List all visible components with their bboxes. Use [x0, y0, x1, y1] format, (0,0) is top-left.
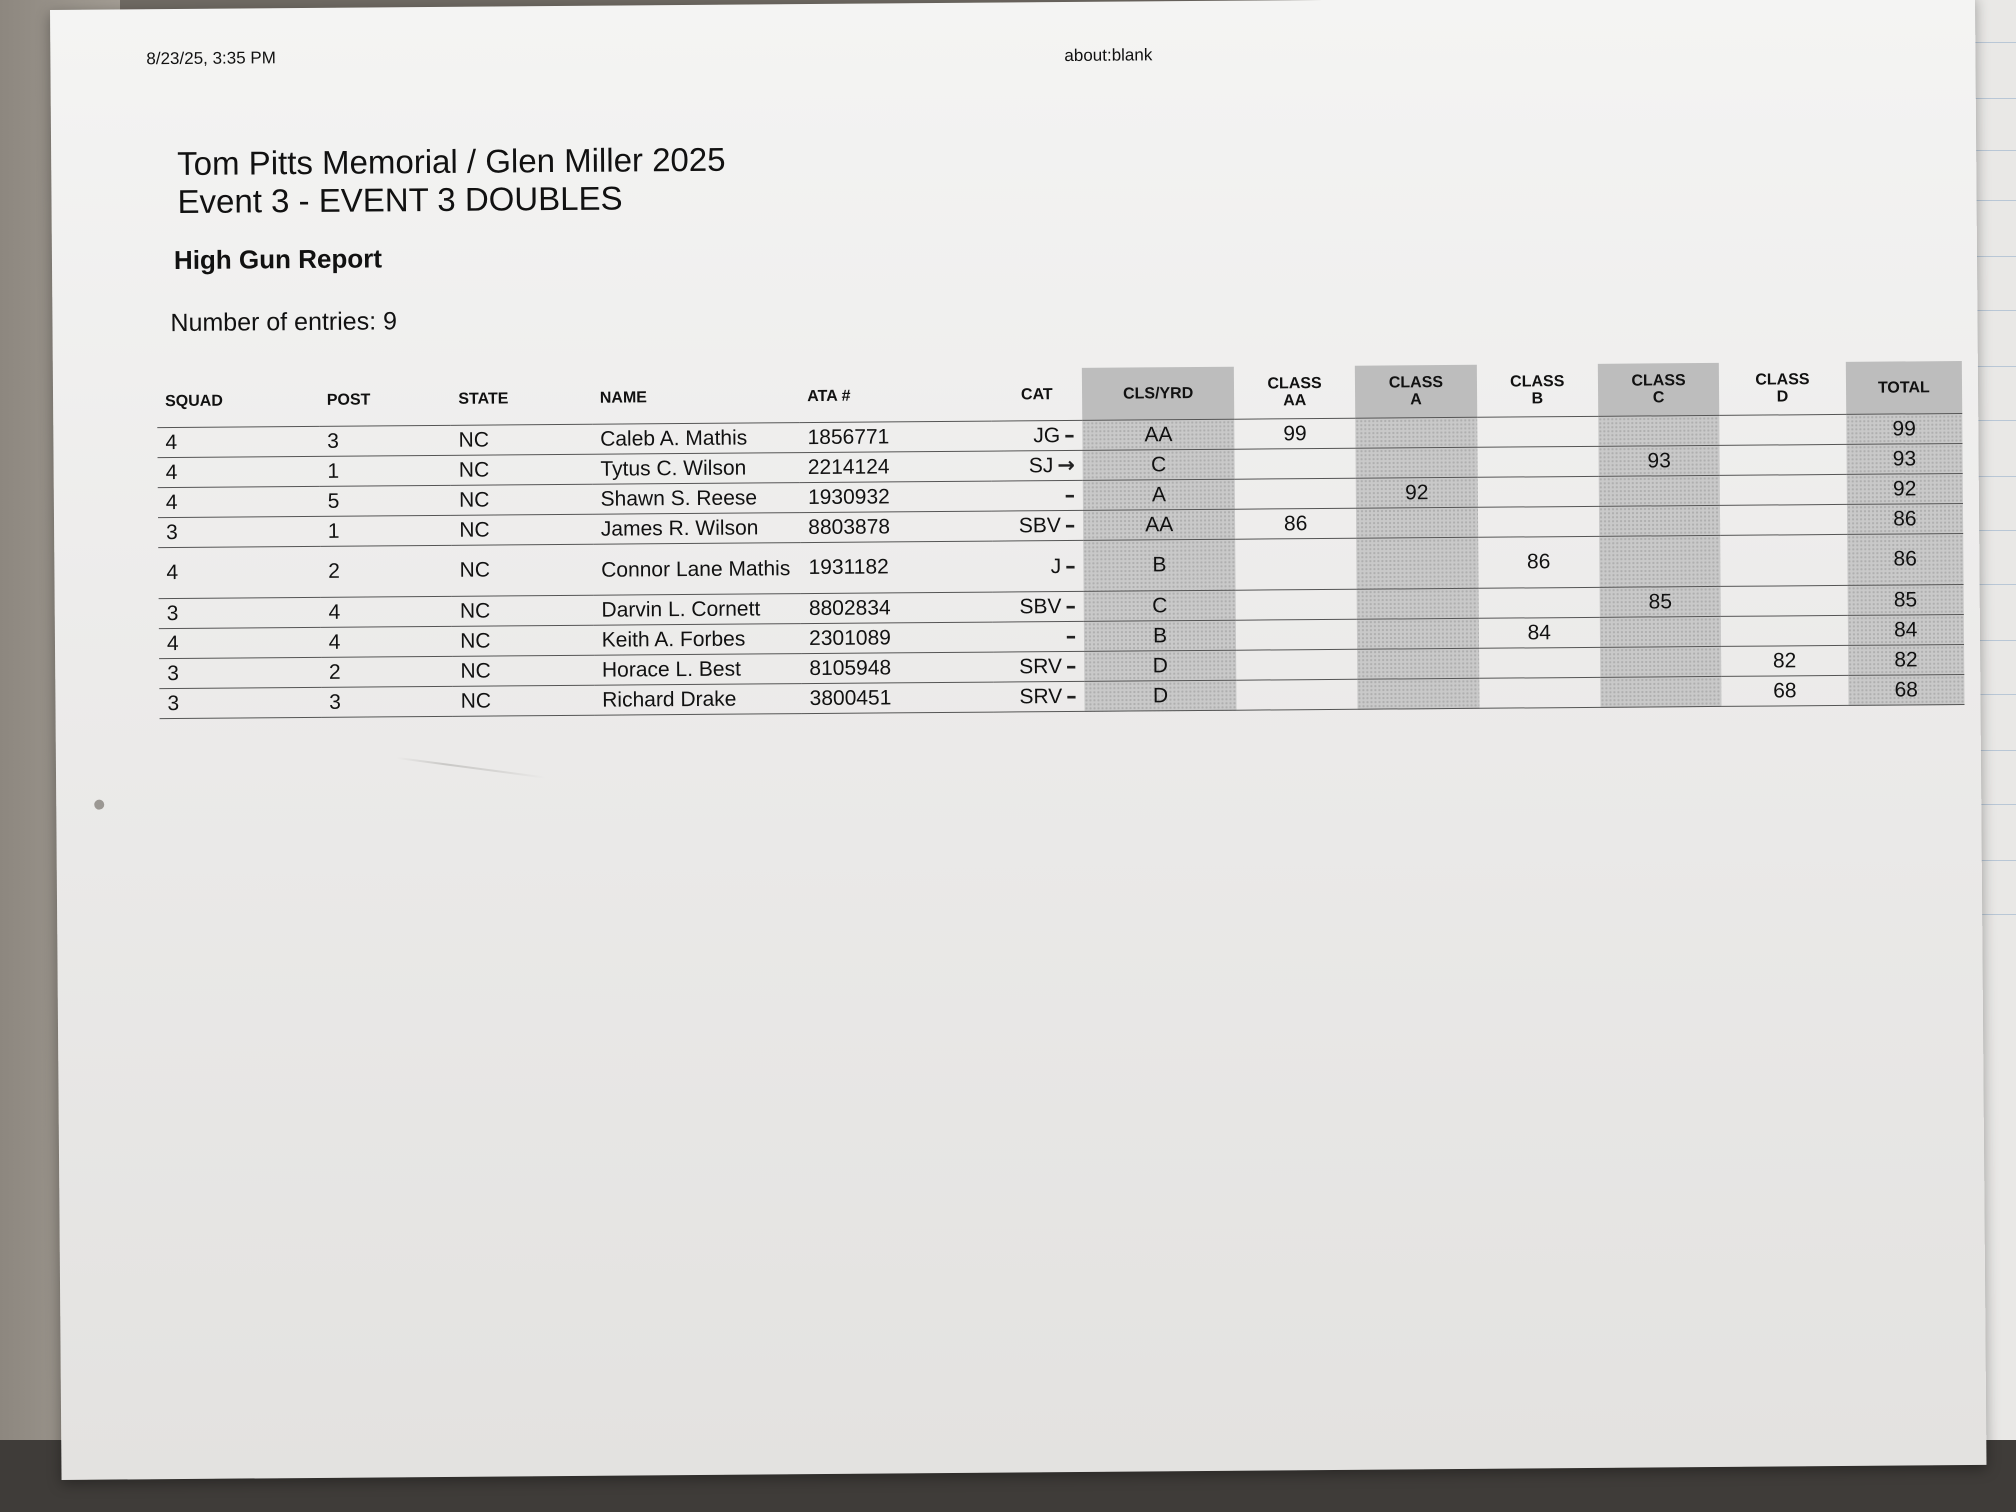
event-title: Event 3 - EVENT 3 DOUBLES	[177, 179, 623, 221]
cell-total: 99	[1846, 413, 1963, 444]
col-class-a: CLASS A	[1355, 365, 1477, 418]
col-class-c: CLASS C	[1598, 363, 1720, 416]
cell-name: Darvin L. Cornett	[593, 594, 801, 626]
handwritten-dash-mark: –	[1065, 553, 1076, 578]
cell-class-d	[1721, 615, 1848, 646]
report-subtitle: High Gun Report	[173, 243, 383, 276]
staple-hole	[94, 800, 104, 810]
cell-class-c	[1599, 505, 1721, 536]
cell-state: NC	[451, 484, 593, 515]
cell-post: 1	[319, 455, 451, 486]
cell-class-c	[1600, 646, 1722, 677]
handwritten-arrow-mark: →	[1057, 452, 1075, 478]
cell-class-d	[1720, 504, 1847, 535]
cell-name: Tytus C. Wilson	[592, 453, 800, 485]
cell-cls-yrd: B	[1084, 620, 1236, 651]
cell-class-b	[1479, 677, 1601, 708]
cell-total: 86	[1847, 533, 1964, 585]
cell-squad: 4	[157, 426, 319, 457]
cell-cls-yrd: C	[1083, 449, 1235, 480]
report-title: Tom Pitts Memorial / Glen Miller 2025	[177, 140, 726, 183]
cell-name: Horace L. Best	[594, 654, 802, 686]
col-squad: SQUAD	[165, 392, 223, 410]
col-name: NAME	[599, 388, 648, 407]
cell-cat: SBV –	[993, 591, 1084, 622]
cell-class-b: 86	[1478, 536, 1600, 588]
cell-class-c	[1599, 475, 1721, 506]
cell-state: NC	[453, 685, 595, 716]
cell-cls-yrd: D	[1084, 650, 1236, 681]
cell-name: Keith A. Forbes	[594, 624, 802, 656]
cell-state: NC	[452, 625, 594, 656]
cell-class-d: 68	[1722, 675, 1849, 706]
cell-class-aa	[1236, 589, 1358, 620]
cell-post: 3	[321, 686, 453, 717]
cell-class-d	[1719, 414, 1846, 445]
cell-state: NC	[451, 514, 593, 545]
cell-class-a	[1357, 618, 1479, 649]
cell-post: 2	[321, 656, 453, 687]
cell-class-c	[1600, 676, 1722, 707]
cell-ata: 1931182	[800, 541, 993, 594]
cell-cat: SRV –	[994, 681, 1085, 712]
cell-class-b	[1479, 647, 1601, 678]
cell-name: Connor Lane Mathis	[593, 543, 801, 596]
col-state: STATE	[458, 389, 509, 408]
handwritten-dash-mark: –	[1064, 512, 1076, 538]
cell-cat	[992, 480, 1083, 511]
print-datetime: 8/23/25, 3:35 PM	[146, 48, 276, 69]
cell-ata: 2214124	[800, 451, 992, 483]
cell-squad: 3	[159, 657, 321, 688]
cell-squad: 4	[159, 627, 321, 658]
cell-class-a	[1356, 537, 1478, 589]
cell-ata: 8105948	[801, 652, 993, 684]
cell-squad: 3	[159, 687, 321, 718]
cell-squad: 4	[158, 546, 320, 598]
col-class-aa: CLASS AA	[1267, 375, 1322, 410]
col-cls-yrd: CLS/YRD	[1082, 367, 1234, 421]
cell-state: NC	[452, 595, 594, 626]
col-cat: CAT	[1020, 385, 1053, 403]
cell-class-a: 92	[1356, 477, 1478, 508]
cell-cat: SJ →	[992, 450, 1083, 481]
cell-ata: 1856771	[799, 421, 991, 453]
cell-cat: SRV –	[993, 651, 1084, 682]
cell-class-aa: 99	[1234, 418, 1356, 449]
handwritten-dash-mark: –	[1066, 683, 1077, 709]
cell-class-d	[1721, 585, 1848, 616]
cell-ata: 8803878	[800, 511, 992, 543]
high-gun-table	[157, 361, 1965, 719]
cell-post: 2	[320, 545, 452, 597]
cell-class-aa: 86	[1235, 508, 1357, 539]
cell-class-c	[1599, 535, 1721, 587]
cell-class-aa	[1236, 679, 1358, 710]
cell-class-b: 84	[1478, 617, 1600, 648]
cell-total: 86	[1847, 503, 1964, 534]
cell-class-aa	[1235, 538, 1357, 590]
cell-total: 84	[1847, 614, 1964, 645]
cell-name: Caleb A. Mathis	[592, 423, 800, 455]
cell-ata: 1930932	[800, 481, 992, 513]
cell-class-c: 93	[1598, 445, 1720, 476]
cell-cls-yrd: D	[1085, 680, 1237, 711]
cell-cls-yrd: B	[1083, 539, 1235, 591]
cell-post: 1	[320, 515, 452, 546]
cell-cat: J –	[992, 540, 1083, 592]
handwritten-dash-mark: –	[1065, 653, 1077, 679]
col-total: TOTAL	[1845, 361, 1962, 414]
col-class-d: CLASS D	[1755, 371, 1810, 406]
cell-class-a	[1356, 447, 1478, 478]
cell-state: NC	[452, 655, 594, 686]
cell-post: 4	[321, 626, 453, 657]
cell-ata: 8802834	[801, 592, 993, 624]
cell-class-aa	[1236, 619, 1358, 650]
cell-name: Shawn S. Reese	[593, 483, 801, 515]
cell-class-aa	[1236, 649, 1358, 680]
cell-class-a	[1357, 648, 1479, 679]
cell-name: James R. Wilson	[593, 513, 801, 545]
handwritten-dash-mark: –	[1064, 482, 1076, 508]
cell-squad: 4	[158, 456, 320, 487]
cell-class-b	[1478, 506, 1600, 537]
cell-class-b	[1478, 587, 1600, 618]
cell-class-b	[1477, 416, 1599, 447]
handwritten-dash-mark: –	[1064, 422, 1075, 448]
cell-class-a	[1357, 588, 1479, 619]
cell-total: 68	[1848, 674, 1965, 705]
cell-state: NC	[451, 454, 593, 485]
cell-state: NC	[451, 544, 593, 596]
cell-class-aa	[1234, 448, 1356, 479]
cell-total: 82	[1848, 644, 1965, 675]
col-post: POST	[326, 390, 371, 409]
cell-class-d	[1720, 474, 1847, 505]
cell-cat	[993, 621, 1084, 652]
handwritten-dash-mark: –	[1065, 593, 1077, 619]
cell-cls-yrd: AA	[1083, 419, 1235, 450]
cell-class-c	[1598, 415, 1720, 446]
cell-class-c: 85	[1600, 586, 1722, 617]
cell-total: 85	[1847, 584, 1964, 615]
cell-ata: 2301089	[801, 622, 993, 654]
cell-cls-yrd: AA	[1083, 509, 1235, 540]
cell-cat: JG –	[992, 420, 1083, 451]
col-ata: ATA #	[807, 387, 851, 405]
cell-post: 3	[319, 425, 451, 456]
col-class-b: CLASS B	[1510, 373, 1565, 408]
cell-class-a	[1356, 507, 1478, 538]
cell-class-d: 82	[1721, 645, 1848, 676]
cell-class-c	[1600, 616, 1722, 647]
cell-cls-yrd: A	[1083, 479, 1235, 510]
cell-class-a	[1358, 678, 1480, 709]
paper-crease	[396, 757, 545, 779]
cell-total: 92	[1846, 473, 1963, 504]
cell-class-d	[1720, 444, 1847, 475]
cell-ata: 3800451	[801, 682, 993, 714]
cell-name: Richard Drake	[594, 684, 802, 716]
print-url: about:blank	[1064, 45, 1153, 66]
entries-count: Number of entries: 9	[170, 307, 398, 338]
printed-report-page	[50, 0, 1986, 1480]
cell-class-aa	[1235, 478, 1357, 509]
cell-class-d	[1720, 534, 1847, 586]
handwritten-dash-mark: –	[1065, 623, 1077, 649]
cell-state: NC	[450, 424, 592, 455]
cell-total: 93	[1846, 443, 1963, 474]
cell-squad: 4	[158, 486, 320, 517]
cell-squad: 3	[158, 516, 320, 547]
cell-post: 4	[320, 596, 452, 627]
cell-class-b	[1477, 476, 1599, 507]
cell-cat: SBV –	[992, 510, 1083, 541]
cell-post: 5	[320, 485, 452, 516]
cell-cls-yrd: C	[1084, 590, 1236, 621]
cell-class-a	[1356, 417, 1478, 448]
cell-class-b	[1477, 446, 1599, 477]
cell-squad: 3	[159, 597, 321, 628]
